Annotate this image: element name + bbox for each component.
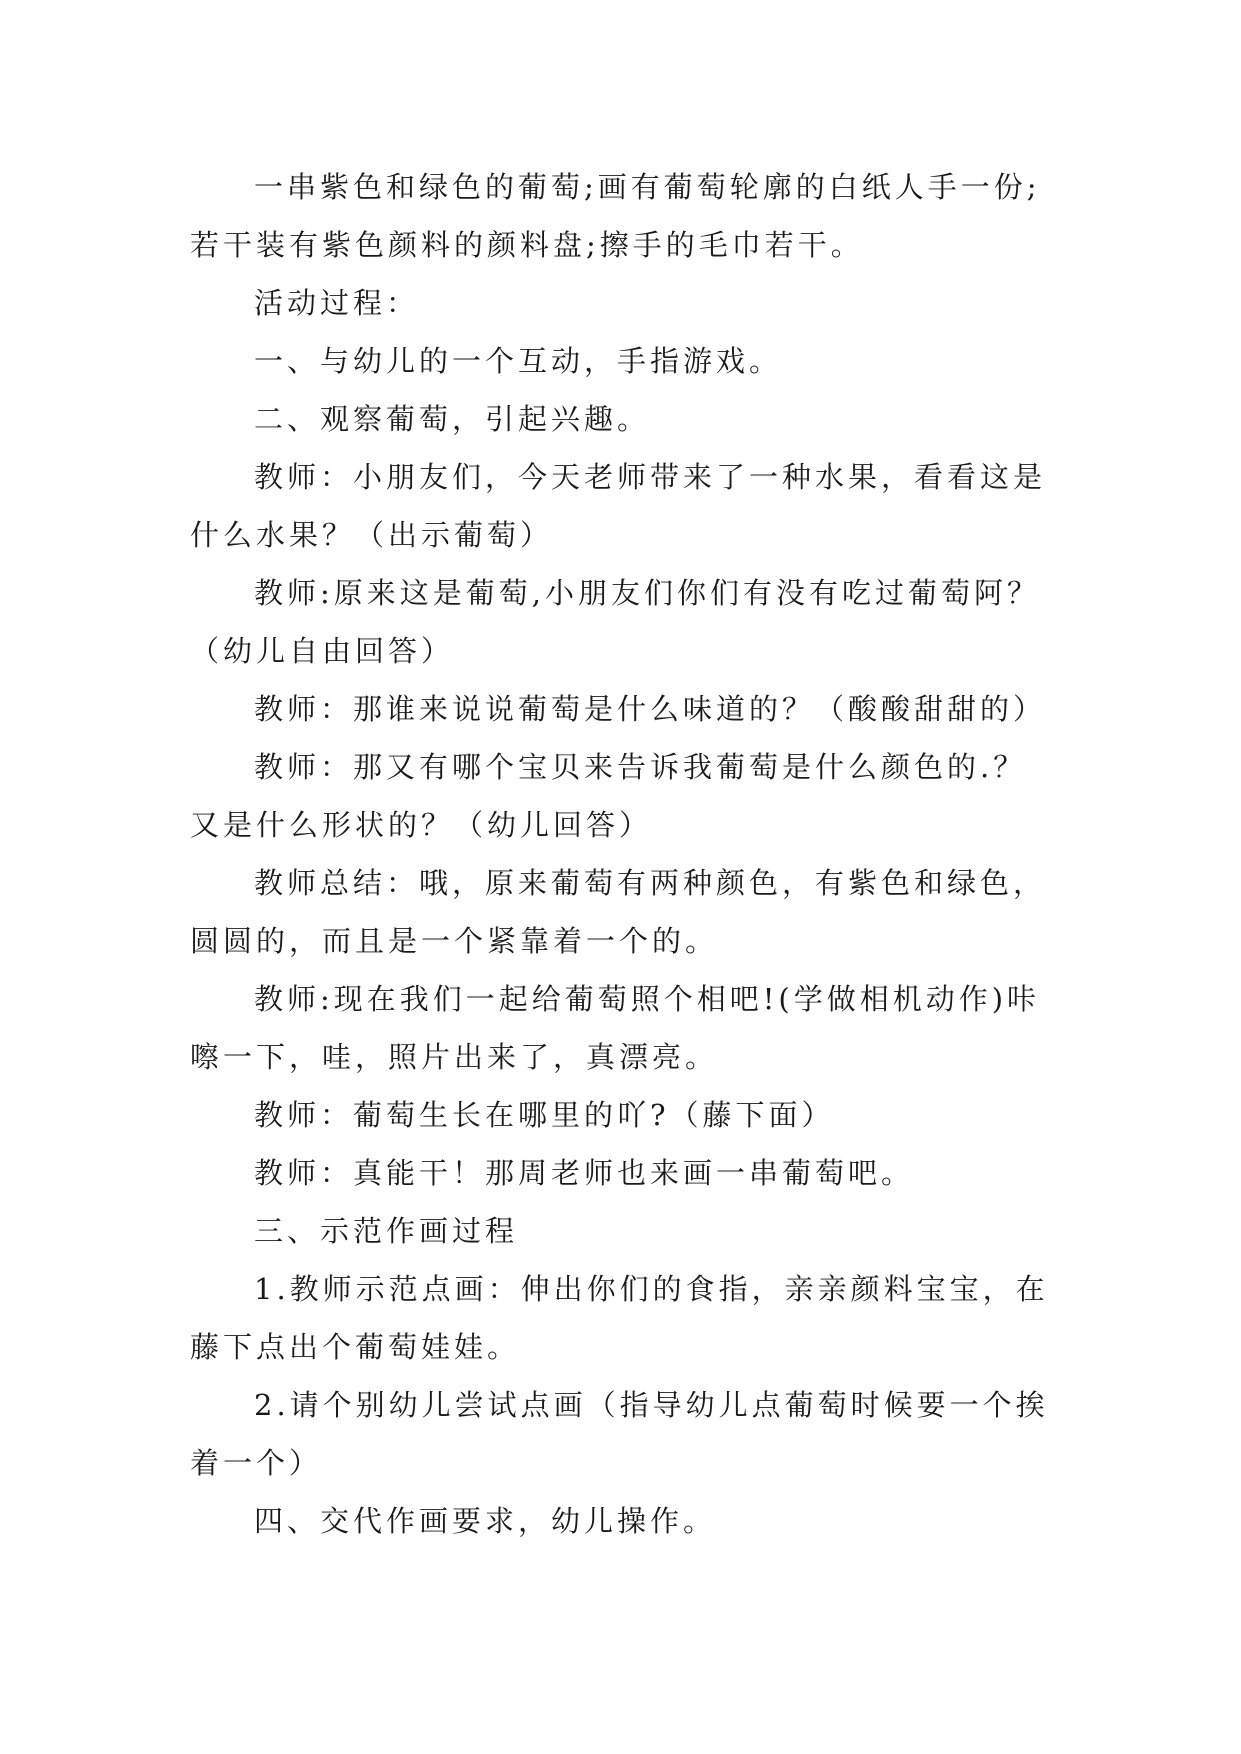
document-page bbox=[190, 158, 1050, 1550]
paragraph-materials: 一串紫色和绿色的葡萄;画有葡萄轮廓的白纸人手一份;若干装有紫色颜料的颜料盘;擦手的毛巾若干。 bbox=[190, 170, 1041, 262]
paragraph-step-4: 四、交代作画要求，幼儿操作。 bbox=[254, 1504, 717, 1538]
paragraph-teacher-2: 教师:原来这是葡萄,小朋友们你们有没有吃过葡萄阿？（幼儿自由回答） bbox=[190, 576, 1040, 668]
paragraph-teacher-1: 教师：小朋友们，今天老师带来了一种水果，看看这是什么水果？（出示葡萄） bbox=[190, 460, 1047, 552]
paragraph-step-3: 三、示范作画过程 bbox=[254, 1214, 519, 1248]
paragraph-substep-1: 1.教师示范点画：伸出你们的食指，亲亲颜料宝宝，在藤下点出个葡萄娃娃。 bbox=[190, 1272, 1049, 1364]
paragraph-step-2: 二、观察葡萄，引起兴趣。 bbox=[254, 402, 651, 436]
paragraph-teacher-5: 教师:现在我们一起给葡萄照个相吧!(学做相机动作)咔嚓一下，哇，照片出来了，真漂亮。 bbox=[190, 982, 1041, 1074]
paragraph-teacher-6: 教师：葡萄生长在哪里的吖?（藤下面） bbox=[254, 1098, 835, 1132]
paragraph-teacher-4: 教师：那又有哪个宝贝来告诉我葡萄是什么颜色的.？又是什么形状的？（幼儿回答） bbox=[190, 750, 1027, 842]
paragraph-process-heading: 活动过程： bbox=[254, 286, 420, 320]
paragraph-step-1: 一、与幼儿的一个互动，手指游戏。 bbox=[254, 344, 783, 378]
paragraph-teacher-summary: 教师总结：哦，原来葡萄有两种颜色，有紫色和绿色，圆圆的，而且是一个紧靠着一个的。 bbox=[190, 866, 1047, 958]
paragraph-teacher-7: 教师：真能干！那周老师也来画一串葡萄吧。 bbox=[254, 1156, 915, 1190]
paragraph-substep-2: 2.请个别幼儿尝试点画（指导幼儿点葡萄时候要一个挨着一个） bbox=[190, 1388, 1049, 1480]
paragraph-teacher-3: 教师：那谁来说说葡萄是什么味道的？（酸酸甜甜的） bbox=[254, 692, 1047, 726]
